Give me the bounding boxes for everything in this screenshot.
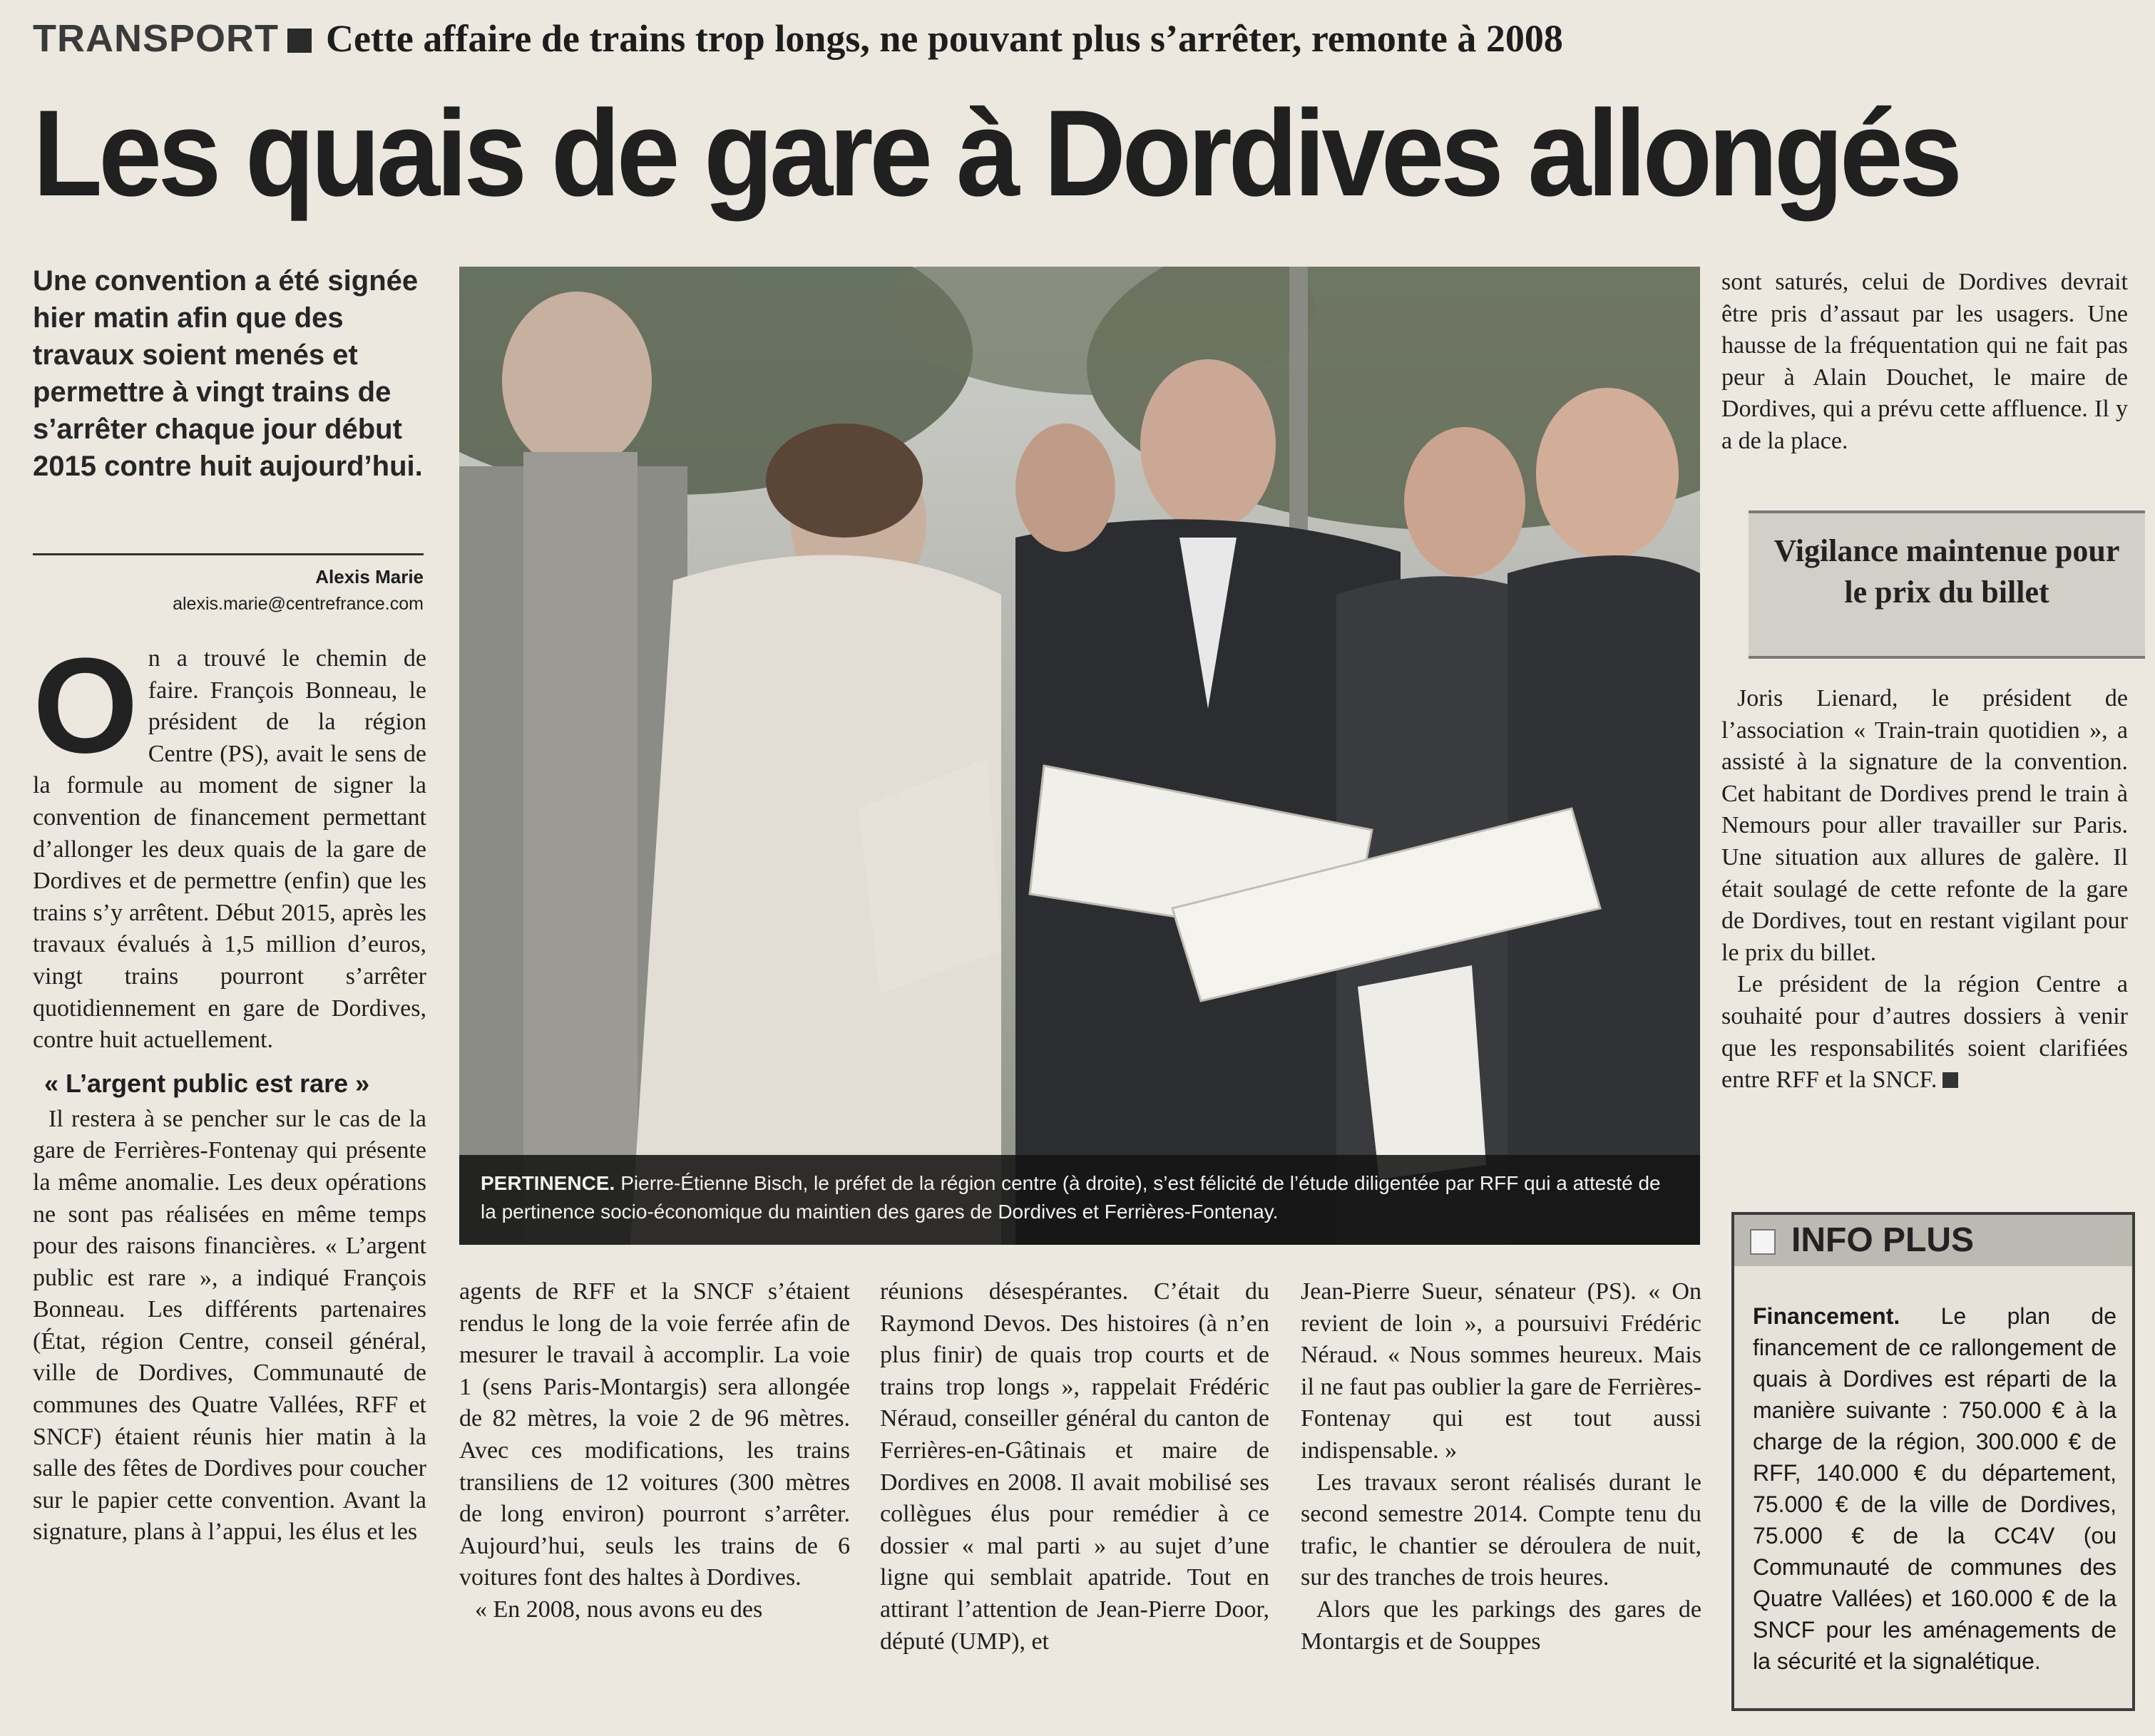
paragraph-col2b: « En 2008, nous avons eu des (475, 1596, 763, 1623)
sidebar-title: Vigilance maintenue pour le prix du billet (1773, 533, 2120, 610)
info-square-icon (1750, 1229, 1776, 1255)
photo-caption (459, 1155, 1700, 1245)
article-column-2 (459, 1276, 850, 1626)
article-photo (459, 267, 1700, 1245)
kicker (33, 16, 1744, 61)
byline-email[interactable]: alexis.marie@centrefrance.com (173, 594, 424, 614)
sidebar-paragraph-1: Joris Lienard, le président de l’association « Train-train quotidien », a assisté à la signature de la convention. Cet habitant de Dordives prend le train à Nemours pour aller travailler sur Paris. Une situation aux allures de galère. Il était soulagé de cette refonte de la gare de Dordives, tout en restant vigilant pour le prix du billet. (1721, 685, 2128, 966)
paragraph-col5: sont saturés, celui de Dordives devrait être pris d’assaut par les usagers. Une hausse de la fréquentation qui ne fait pas peur à Alain Douchet, le maire de Dordives, qui a prévu cette affluence. Il y a de la place. (1721, 269, 2128, 454)
info-plus-title: INFO PLUS (1791, 1221, 1975, 1259)
caption-text: Pierre-Étienne Bisch, le préfet de la région centre (à droite), s’est félicité de l’étude diligentée par RFF qui a attesté de la pertinence socio-économique du maintien des gares de Dordives et Ferrières-Fontenay. (481, 1172, 1661, 1223)
kicker-text: Cette affaire de trains trop longs, ne pouvant plus s’arrêter, remonte à 2008 (326, 17, 1563, 60)
article-column-5 (1721, 267, 2128, 458)
sidebar-title-box (1749, 510, 2145, 659)
sidebar-paragraph-2-text: Le président de la région Centre a souhaité pour d’autres dossiers à venir que les responsabilités soient clarifiées entre RFF et la SNCF. (1721, 971, 2128, 1094)
subhead: « L’argent public est rare » (44, 1068, 370, 1098)
paragraph-intro: n a trouvé le chemin de faire. François Bonneau, le président de la région Centre (PS), avait le sens de la formule au moment de signer la convention de financement permettant d’allonger les deux quais de la gare de Dordives et de permettre (enfin) que les trains s’y arrêtent. Début 2015, après les travaux évalués à 1,5 million d’euros, vingt trains pourront s’arrêter quotidiennement en gare de Dordives, contre huit actuellement. (33, 645, 426, 1054)
caption-label: PERTINENCE. (481, 1172, 615, 1194)
paragraph-col2: agents de RFF et la SNCF s’étaient rendus le long de la voie ferrée afin de mesurer le travail à accomplir. La voie 1 (sens Paris-Montargis) sera allongée de 82 mètres, la voie 2 de 96 mètres. Avec ces modifications, les trains transiliens de 12 voitures (300 mètres de long environ) pourront s’arrêter. Aujourd’hui, seuls les trains de 6 voitures font des haltes à Dordives. (459, 1278, 850, 1591)
article-column-1 (33, 630, 426, 1548)
photo-illustration (459, 267, 1700, 1245)
info-plus-text: Le plan de financement de ce rallongement de quais à Dordives est réparti de la manière suivante : 750.000 € à la charge de la région, 300.000 € de RFF, 140.000 € du département, 75.000 € de la ville de Dordives, 75.000 € de la CC4V (ou Communauté de communes des Quatre Vallées) et 160.000 € de la SNCF pour les aménagements de la sécurité et la signalétique. (1753, 1303, 2117, 1674)
info-plus-body (1753, 1300, 2116, 1677)
info-plus-lead: Financement. (1753, 1303, 1900, 1329)
info-plus-box (1731, 1212, 2135, 1711)
section-rubric: TRANSPORT (33, 17, 279, 60)
paragraph-col4c: Alors que les parkings des gares de Montargis et de Souppes (1301, 1596, 1701, 1655)
byline-rule (33, 553, 424, 555)
sidebar-text (1721, 683, 2128, 1096)
article-column-3 (880, 1276, 1269, 1658)
paragraph-col4: Jean-Pierre Sueur, sénateur (PS). « On revient de loin », a poursuivi Frédéric Néraud. « Nous sommes heureux. Mais il ne faut pas oublier la gare de Ferrières-Fontenay qui est tout aussi indispensable. » (1301, 1278, 1701, 1464)
sidebar-paragraph-2 (1721, 969, 2128, 1096)
article-column-4 (1301, 1276, 1701, 1658)
paragraph-2: Il restera à se pencher sur le cas de la gare de Ferrières-Fontenay qui présente la même anomalie. Les deux opérations ne sont pas réalisées en même temps pour des raisons financières. « L’argent public est rare », a indiqué François Bonneau. Les différents partenaires (État, région Centre, conseil général, ville de Dordives, Communauté de communes des Quatre Vallées, RFF et SNCF) étaient réunis hier matin à la salle des fêtes de Dordives pour coucher sur le papier cette convention. Avant la signature, plans à l’appui, les élus et les (33, 1105, 426, 1546)
paragraph-col4b: Les travaux seront réalisés durant le second semestre 2014. Compte tenu du trafic, le chantier se déroulera de nuit, sur des tranches de trois heures. (1301, 1469, 1701, 1591)
square-bullet-icon (287, 29, 312, 53)
paragraph-col3: réunions désespérantes. C’était du Raymond Devos. Des histoires (à n’en plus finir) de quais trop courts et de trains trop longs », rappelait Frédéric Néraud, conseiller général du canton de Ferrières-en-Gâtinais et maire de Dordives en 2008. Il avait mobilisé ses collègues élus pour remédier à ce dossier « mal parti » au sujet d’une ligne qui semblait apatride. Tout en attirant l’attention de Jean-Pierre Door, député (UMP), et (880, 1278, 1269, 1655)
drop-cap: O (33, 630, 138, 781)
end-mark-icon (1942, 1072, 1958, 1088)
headline: Les quais de gare à Dordives allongés (33, 85, 1959, 222)
byline-author: Alexis Marie (315, 566, 424, 587)
info-plus-header (1734, 1215, 2132, 1266)
chapo: Une convention a été signée hier matin afin que des travaux soient menés et permettre à vingt trains de s’arrêter chaque jour début 2015 contre huit aujourd’hui. (33, 265, 423, 482)
